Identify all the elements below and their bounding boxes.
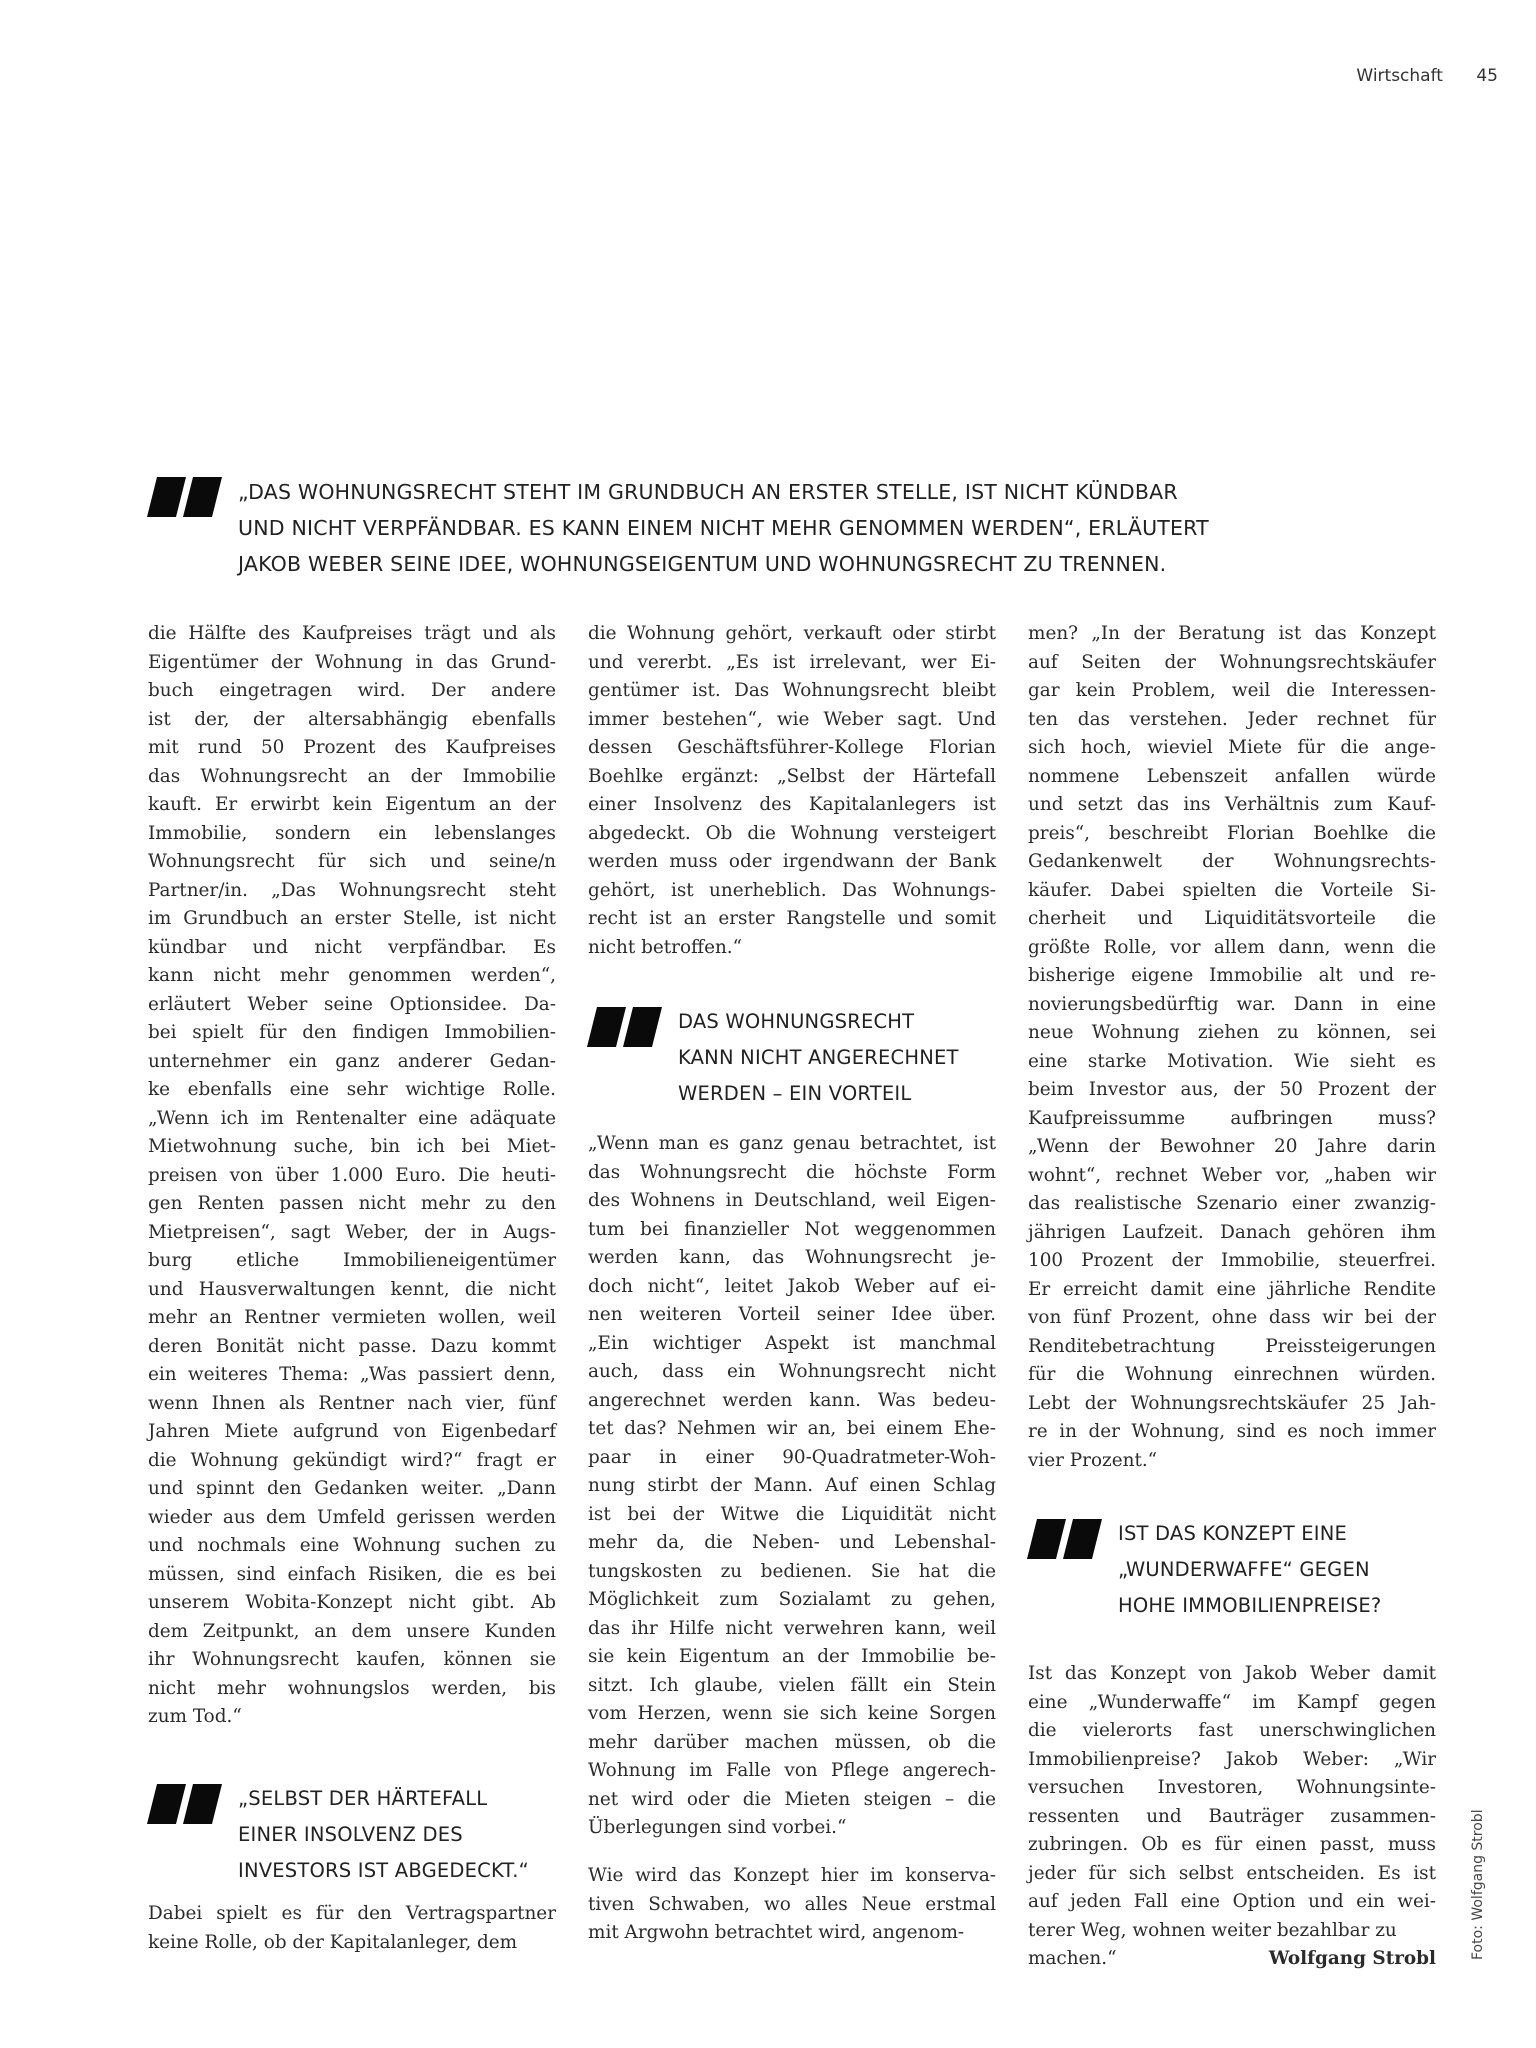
text-line: kündbar und nicht verpfändbar. Es <box>148 936 556 958</box>
text-line: Mietwohnung suche, bin ich bei Miet- <box>148 1136 556 1157</box>
text-line: das realistische Szenario einer zwanzig- <box>1028 1193 1436 1214</box>
text-line: „Ein wichtiger Aspekt ist manchmal <box>588 1332 996 1354</box>
text-line: die Hälfte des Kaufpreises trägt und als <box>148 623 556 644</box>
text-line: tiven Schwaben, wo alles Neue erstmal <box>588 1893 996 1915</box>
text-line: eine starke Motivation. Wie sieht es <box>1028 1050 1436 1072</box>
text-line: men? „In der Beratung ist das Konzept <box>1028 623 1436 644</box>
text-line: die vielerorts fast unerschwinglichen <box>1028 1720 1436 1741</box>
text-line: werden muss oder irgendwann der Bank <box>588 851 996 872</box>
text-line: re in der Wohnung, sind es noch immer <box>1028 1421 1436 1442</box>
article-column-3 <box>1028 620 1436 1475</box>
text-line: „Wenn der Bewohner 20 Jahre darin <box>1028 1136 1436 1157</box>
pullquote-line: INVESTORS IST ABGEDECKT.“ <box>238 1859 529 1882</box>
text-line: müssen, sind einfach Risiken, die es bei <box>148 1563 556 1585</box>
pullquote-line: HOHE IMMOBILIENPREISE? <box>1118 1594 1382 1617</box>
text-line: auf Seiten der Wohnungsrechtskäufer <box>1028 651 1436 673</box>
text-line: Wohnungsrecht für sich und seine/n <box>148 851 556 872</box>
text-line: Gedankenwelt der Wohnungsrechts- <box>1028 851 1436 872</box>
column2-pullquote <box>586 1004 959 1112</box>
text-line: dem Zeitpunkt, an dem unsere Kunden <box>148 1620 556 1642</box>
text-line: das Wohnungsrecht die höchste Form <box>588 1161 996 1183</box>
text-line: gen Renten passen nicht mehr zu den <box>148 1193 556 1214</box>
pullquote-line: „DAS WOHNUNGSRECHT STEHT IM GRUNDBUCH AN ERSTER STELLE, IST NICHT KÜNDBAR <box>238 480 1178 504</box>
text-line: mehr an Rentner vermieten wollen, weil <box>148 1307 556 1328</box>
column3-pullquote <box>1026 1516 1381 1624</box>
quotation-mark-icon <box>146 1784 218 1824</box>
page-number: 45 <box>1476 66 1498 86</box>
closing-text: machen.“ <box>1028 1948 1117 1969</box>
text-line: nen weiteren Vorteil seiner Idee über. <box>588 1304 996 1325</box>
text-line: tet das? Nehmen wir an, bei einem Ehe- <box>588 1418 996 1439</box>
text-line: die Wohnung gehört, verkauft oder stirbt <box>588 623 996 644</box>
text-line: Lebt der Wohnungsrechtskäufer 25 Jah- <box>1028 1392 1436 1414</box>
pullquote-line: IST DAS KONZEPT EINE <box>1118 1522 1348 1545</box>
text-line: wieder aus dem Umfeld gerissen werden <box>148 1506 556 1528</box>
text-line: bei spielt für den findigen Immobilien- <box>148 1022 556 1043</box>
text-line: 100 Prozent der Immobilie, steuerfrei. <box>1028 1250 1436 1271</box>
text-line: Er erreicht damit eine jährliche Rendite <box>1028 1278 1436 1300</box>
text-line: ressenten und Bauträger zusammen- <box>1028 1805 1436 1827</box>
text-line: das Wohnungsrecht an der Immobilie <box>148 765 556 787</box>
text-line: käufer. Dabei spielten die Vorteile Si- <box>1028 879 1436 901</box>
text-line: mit rund 50 Prozent des Kaufpreises <box>148 737 556 758</box>
text-line: Renditebetrachtung Preissteigerungen <box>1028 1335 1436 1357</box>
quotation-mark-icon <box>586 1007 658 1047</box>
text-line: ten das verstehen. Jeder rechnet für <box>1028 708 1436 730</box>
pullquote-line: DAS WOHNUNGSRECHT <box>678 1010 915 1033</box>
column3-paragraph-2-lines <box>1028 1660 1436 1945</box>
photo-credit: Foto: Wolfgang Strobl <box>1470 1809 1486 1960</box>
text-line: wohnt“, rechnet Weber vor, „haben wir <box>1028 1164 1436 1186</box>
top-pullquote <box>146 474 1209 582</box>
text-line: tungskosten zu bedienen. Sie hat die <box>588 1560 996 1582</box>
pullquote-line: EINER INSOLVENZ DES <box>238 1823 463 1846</box>
text-line: ist bei der Witwe die Liquidität nicht <box>588 1503 996 1525</box>
text-line: und Hausverwaltungen kennt, die nicht <box>148 1278 556 1300</box>
column3-paragraph-2 <box>1028 1660 1436 1974</box>
pullquote-line: JAKOB WEBER SEINE IDEE, WOHNUNGSEIGENTUM UND WOHNUNGSRECHT ZU TRENNEN. <box>238 552 1167 576</box>
text-line: wenn Ihnen als Rentner nach vier, fünf <box>148 1392 556 1414</box>
column2-paragraph-3 <box>588 1862 996 1948</box>
pullquote-line: WERDEN – EIN VORTEIL <box>678 1082 912 1105</box>
pullquote-line: „SELBST DER HÄRTEFALL <box>238 1787 488 1810</box>
text-line: net wird oder die Mieten steigen – die <box>588 1788 996 1810</box>
text-line: keine Rolle, ob der Kapitalanleger, dem <box>148 1931 518 1953</box>
text-line: doch nicht“, leitet Jakob Weber auf ei- <box>588 1275 996 1297</box>
text-line: immer bestehen“, wie Weber sagt. Und <box>588 708 996 730</box>
text-line: kauft. Er erwirbt kein Eigentum an der <box>148 794 556 815</box>
quotation-mark-icon <box>1026 1519 1098 1559</box>
text-line: Überlegungen sind vorbei.“ <box>588 1817 847 1838</box>
text-line: gentümer ist. Das Wohnungsrecht bleibt <box>588 680 996 701</box>
text-line: Mietpreisen“, sagt Weber, der in Augs- <box>148 1221 556 1243</box>
article-column-2 <box>588 620 996 962</box>
text-line: Immobilie, sondern ein lebenslanges <box>148 822 556 844</box>
text-line: nung stirbt der Mann. Auf einen Schlag <box>588 1475 996 1496</box>
text-line: dessen Geschäftsführer-Kollege Florian <box>588 737 996 758</box>
text-line: bisherige eigene Immobilie alt und re- <box>1028 965 1436 986</box>
text-line: kann nicht mehr genommen werden“, <box>148 965 556 986</box>
text-line: Ist das Konzept von Jakob Weber damit <box>1028 1663 1436 1684</box>
text-line: und vererbt. „Es ist irrelevant, wer Ei- <box>588 651 996 673</box>
text-line: sie kein Eigentum an der Immobilie be- <box>588 1646 996 1667</box>
text-line: „Wenn ich im Rentenalter eine adäquate <box>148 1107 556 1129</box>
author-byline: Wolfgang Strobl <box>1268 1948 1436 1969</box>
text-line: vom Herzen, wenn sie sich keine Sorgen <box>588 1703 996 1724</box>
text-line: angerechnet werden kann. Was bedeu- <box>588 1389 996 1411</box>
column3-last-line <box>1028 1945 1436 1974</box>
text-line: auch, dass ein Wohnungsrecht nicht <box>588 1361 996 1382</box>
text-line: jeder für sich selbst entscheiden. Es ist <box>1028 1862 1436 1884</box>
text-line: buch eingetragen wird. Der andere <box>148 680 556 701</box>
text-line: tum bei finanzieller Not weggenommen <box>588 1218 996 1240</box>
column1-paragraph-2 <box>148 1900 556 1957</box>
text-line: preis“, beschreibt Florian Boehlke die <box>1028 822 1436 844</box>
text-line: werden kann, das Wohnungsrecht je- <box>588 1247 996 1268</box>
article-column-1 <box>148 620 556 1732</box>
text-line: Wohnung im Falle von Pflege angerech- <box>588 1760 996 1781</box>
text-line: nommene Lebenszeit anfallen würde <box>1028 765 1436 787</box>
text-line: „Wenn man es ganz genau betrachtet, ist <box>588 1133 996 1154</box>
column1-paragraph-1 <box>148 620 556 1732</box>
section-label: Wirtschaft <box>1356 66 1443 86</box>
text-line: unternehmer ein ganz anderer Gedan- <box>148 1050 556 1072</box>
text-line: novierungsbedürftig war. Dann in eine <box>1028 993 1436 1015</box>
text-line: sitzt. Ich glaube, vielen fällt ein Stein <box>588 1674 996 1696</box>
text-line: versuchen Investoren, Wohnungsinte- <box>1028 1777 1436 1798</box>
text-line: und spinnt den Gedanken weiter. „Dann <box>148 1478 556 1499</box>
text-line: beim Investor aus, der 50 Prozent der <box>1028 1079 1436 1100</box>
column1-pullquote <box>146 1781 529 1889</box>
text-line: im Grundbuch an erster Stelle, ist nicht <box>148 908 556 929</box>
column3-paragraph-1 <box>1028 620 1436 1475</box>
text-line: nicht mehr wohnungslos werden, bis <box>148 1677 556 1699</box>
text-line: Immobilienpreise? Jakob Weber: „Wir <box>1028 1748 1436 1770</box>
text-line: mehr darüber machen müssen, ob die <box>588 1731 996 1753</box>
text-line: erläutert Weber seine Optionsidee. Da- <box>148 993 556 1015</box>
text-line: vier Prozent.“ <box>1028 1449 1158 1471</box>
text-line: einer Insolvenz des Kapitalanlegers ist <box>588 794 996 815</box>
text-line: auf jeden Fall eine Option und ein wei- <box>1028 1891 1436 1912</box>
text-line: unserem Wobita-Konzept nicht gibt. Ab <box>148 1592 556 1613</box>
text-line: Boehlke ergänzt: „Selbst der Härtefall <box>588 765 996 787</box>
text-line: neue Wohnung ziehen zu können, sei <box>1028 1022 1436 1043</box>
text-line: ist der, der altersabhängig ebenfalls <box>148 708 556 730</box>
column2-pullquote-text <box>678 1004 959 1112</box>
text-line: abgedeckt. Ob die Wohnung versteigert <box>588 822 996 844</box>
column2-paragraph-1 <box>588 620 996 962</box>
text-line: preisen von über 1.000 Euro. Die heuti- <box>148 1164 556 1186</box>
text-line: für die Wohnung einrechnen würden. <box>1028 1364 1436 1385</box>
text-line: Kaufpreissumme aufbringen muss? <box>1028 1107 1436 1129</box>
pullquote-line: UND NICHT VERPFÄNDBAR. ES KANN EINEM NICHT MEHR GENOMMEN WERDEN“, ERLÄUTERT <box>238 516 1209 540</box>
text-line: zubringen. Ob es für einen passt, muss <box>1028 1834 1436 1855</box>
column1-pullquote-text <box>238 1781 529 1889</box>
text-line: deren Bonität nicht passe. Dazu kommt <box>148 1335 556 1357</box>
text-line: des Wohnens in Deutschland, weil Eigen- <box>588 1190 996 1211</box>
text-line: mit Argwohn betrachtet wird, angenom- <box>588 1922 965 1943</box>
text-line: mehr da, die Neben- und Lebenshal- <box>588 1532 996 1553</box>
pullquote-line: KANN NICHT ANGERECHNET <box>678 1046 959 1069</box>
column3-pullquote-text <box>1118 1516 1381 1624</box>
text-line: zum Tod.“ <box>148 1706 242 1727</box>
text-line: Partner/in. „Das Wohnungsrecht steht <box>148 879 556 901</box>
text-line: burg etliche Immobilieneigentümer <box>148 1250 556 1271</box>
text-line: terer Weg, wohnen weiter bezahlbar zu <box>1028 1919 1397 1941</box>
text-line: gar kein Problem, weil die Interessen- <box>1028 680 1436 701</box>
text-line: gehört, ist unerheblich. Das Wohnungs- <box>588 879 996 901</box>
text-line: ihr Wohnungsrecht kaufen, können sie <box>148 1649 556 1670</box>
text-line: Jahren Miete aufgrund von Eigenbedarf <box>148 1421 556 1442</box>
text-line: cherheit und Liquiditätsvorteile die <box>1028 908 1436 929</box>
top-pullquote-text <box>238 474 1209 582</box>
text-line: ke ebenfalls eine sehr wichtige Rolle. <box>148 1079 556 1100</box>
text-line: jährigen Laufzeit. Danach gehören ihm <box>1028 1221 1436 1243</box>
text-line: sich hoch, wieviel Miete für die ange- <box>1028 737 1436 758</box>
text-line: und setzt das ins Verhältnis zum Kauf- <box>1028 794 1436 815</box>
page-header <box>1356 66 1498 86</box>
text-line: ein weiteres Thema: „Was passiert denn, <box>148 1364 556 1385</box>
text-line: Eigentümer der Wohnung in das Grund- <box>148 651 556 673</box>
text-line: die Wohnung gekündigt wird?“ fragt er <box>148 1449 556 1471</box>
text-line: paar in einer 90-Quadratmeter-Woh- <box>588 1446 996 1468</box>
text-line: das ihr Hilfe nicht verwehren kann, weil <box>588 1617 996 1639</box>
text-line: und nochmals eine Wohnung suchen zu <box>148 1535 556 1556</box>
text-line: von fünf Prozent, ohne dass wir bei der <box>1028 1307 1436 1328</box>
text-line: Wie wird das Konzept hier im konserva- <box>588 1865 996 1886</box>
text-line: Dabei spielt es für den Vertragspartner <box>148 1903 556 1924</box>
quotation-mark-icon <box>146 477 218 517</box>
text-line: recht ist an erster Rangstelle und somit <box>588 908 996 929</box>
column2-paragraph-2 <box>588 1130 996 1843</box>
pullquote-line: „WUNDERWAFFE“ GEGEN <box>1118 1558 1370 1581</box>
text-line: eine „Wunderwaffe“ im Kampf gegen <box>1028 1691 1436 1713</box>
text-line: nicht betroffen.“ <box>588 936 743 958</box>
text-line: Möglichkeit zum Sozialamt zu gehen, <box>588 1589 996 1610</box>
text-line: größte Rolle, vor allem dann, wenn die <box>1028 936 1436 958</box>
